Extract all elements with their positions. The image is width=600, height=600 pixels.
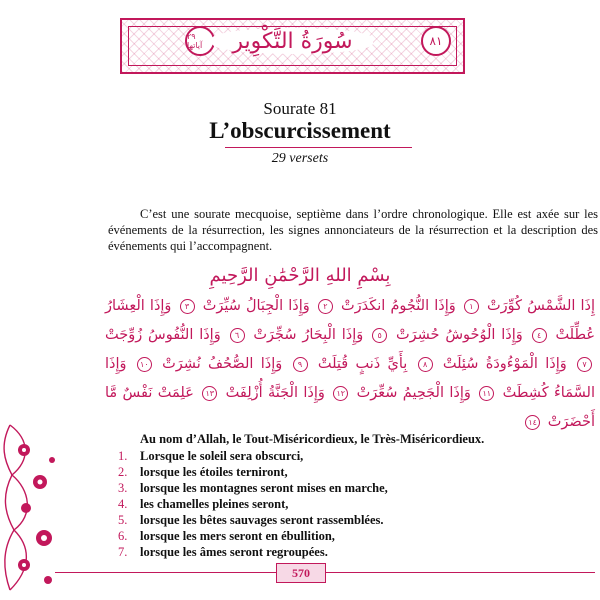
ayah-number-marker: ١٢	[333, 386, 348, 401]
title-divider	[225, 147, 412, 148]
verse-number: 3.	[118, 480, 128, 495]
translation-verse	[118, 448, 598, 464]
ayah-number-marker: ٣	[180, 299, 195, 314]
translation-verse	[118, 544, 598, 560]
verse-text: lorsque les mers seront en ébullition,	[140, 528, 335, 543]
verse-number: 1.	[118, 448, 128, 463]
surah-number-medallion: ٨١	[421, 26, 451, 56]
basmala: بِسْمِ اللهِ الرَّحْمَٰنِ الرَّحِيمِ	[209, 265, 391, 286]
page-title: L’obscurcissement	[209, 118, 391, 143]
ayah-number-marker: ٩	[293, 357, 308, 372]
verse-number: 6.	[118, 528, 128, 543]
verse-text: lorsque les montagnes seront mises en marche,	[140, 480, 388, 495]
ayah-text: وَإِذَا الصُّحُفُ نُشِرَتْ	[162, 356, 283, 372]
ayah-text: وَإِذَا الْعِشَارُ عُطِّلَتْ	[105, 298, 596, 343]
translation-verse	[118, 496, 598, 512]
verse-text: les chamelles pleines seront,	[140, 496, 289, 511]
verse-number: 5.	[118, 512, 128, 527]
verse-count: 29 versets	[271, 151, 329, 166]
ayah-text: بِأَيِّ ذَنبٍ قُتِلَتْ	[317, 356, 408, 372]
ayah-text: وَإِذَا السَّمَاءُ كُشِطَتْ	[105, 356, 595, 401]
ayah-number-marker: ١٣	[202, 386, 217, 401]
translation-verse-list	[118, 448, 598, 560]
ayah-number-marker: ٤	[532, 328, 547, 343]
translation-verse	[118, 480, 598, 496]
intro-paragraph: C’est une sourate mecquoise, septième dans l’ordre chronologique. Elle est axée sur les événements de la résurrection, les signes annonciateurs de la résurrection et la description des événements qui l’accompagnent.	[108, 207, 598, 253]
ayah-text: وَإِذَا النُّجُومُ انكَدَرَتْ	[341, 298, 456, 314]
surah-name-arabic: سُورَةُ التَّكْوِير	[212, 28, 373, 54]
translation-verse	[118, 512, 598, 528]
verse-text: lorsque les étoiles terniront,	[140, 464, 288, 479]
ayah-number-marker: ١٤	[525, 415, 540, 430]
floral-ornament-icon	[0, 420, 62, 595]
arabic-text-block	[105, 292, 595, 437]
verse-count-medallion: ٢٩ آياتها	[185, 26, 215, 56]
ayah-text: وَإِذَا الْجَنَّةُ أُزْلِفَتْ	[225, 385, 325, 401]
ayah-text: وَإِذَا الْوُحُوشُ حُشِرَتْ	[395, 327, 523, 343]
ayah-number-marker: ٨	[418, 357, 433, 372]
ayah-text: إِذَا الشَّمْسُ كُوِّرَتْ	[487, 298, 596, 314]
verse-number: 4.	[118, 496, 128, 511]
ayah-text: وَإِذَا الْجِبَالُ سُيِّرَتْ	[202, 298, 310, 314]
ayah-number-marker: ١٠	[137, 357, 152, 372]
verse-number: 2.	[118, 464, 128, 479]
ayah-number-marker: ٢	[318, 299, 333, 314]
ayah-number-marker: ١١	[479, 386, 494, 401]
sourate-label: Sourate 81	[263, 99, 337, 118]
verse-text: lorsque les âmes seront regroupées.	[140, 544, 328, 559]
translation-verse	[118, 464, 598, 480]
ayah-number-marker: ١	[464, 299, 479, 314]
ayah-text: وَإِذَا الْجَحِيمُ سُعِّرَتْ	[356, 385, 471, 401]
ayah-text: وَإِذَا الْمَوْءُودَةُ سُئِلَتْ	[442, 356, 567, 372]
ayah-text: عَلِمَتْ نَفْسٌ مَّا أَحْضَرَتْ	[105, 385, 595, 430]
ayah-text: وَإِذَا النُّفُوسُ زُوِّجَتْ	[105, 327, 221, 343]
ayah-text: وَإِذَا الْبِحَارُ سُجِّرَتْ	[253, 327, 364, 343]
ayah-number-marker: ٥	[372, 328, 387, 343]
verse-text: Lorsque le soleil sera obscurci,	[140, 448, 304, 463]
ayah-number-marker: ٧	[577, 357, 592, 372]
verse-text: lorsque les bêtes sauvages seront rassemblées.	[140, 512, 384, 527]
verse-number: 7.	[118, 544, 128, 559]
translation-heading: Au nom d’Allah, le Tout-Miséricordieux, le Très-Miséricordieux.	[140, 432, 485, 446]
ayah-number-marker: ٦	[230, 328, 245, 343]
page-number: 570	[276, 563, 326, 583]
surah-header-band	[120, 18, 465, 74]
translation-verse	[118, 528, 598, 544]
